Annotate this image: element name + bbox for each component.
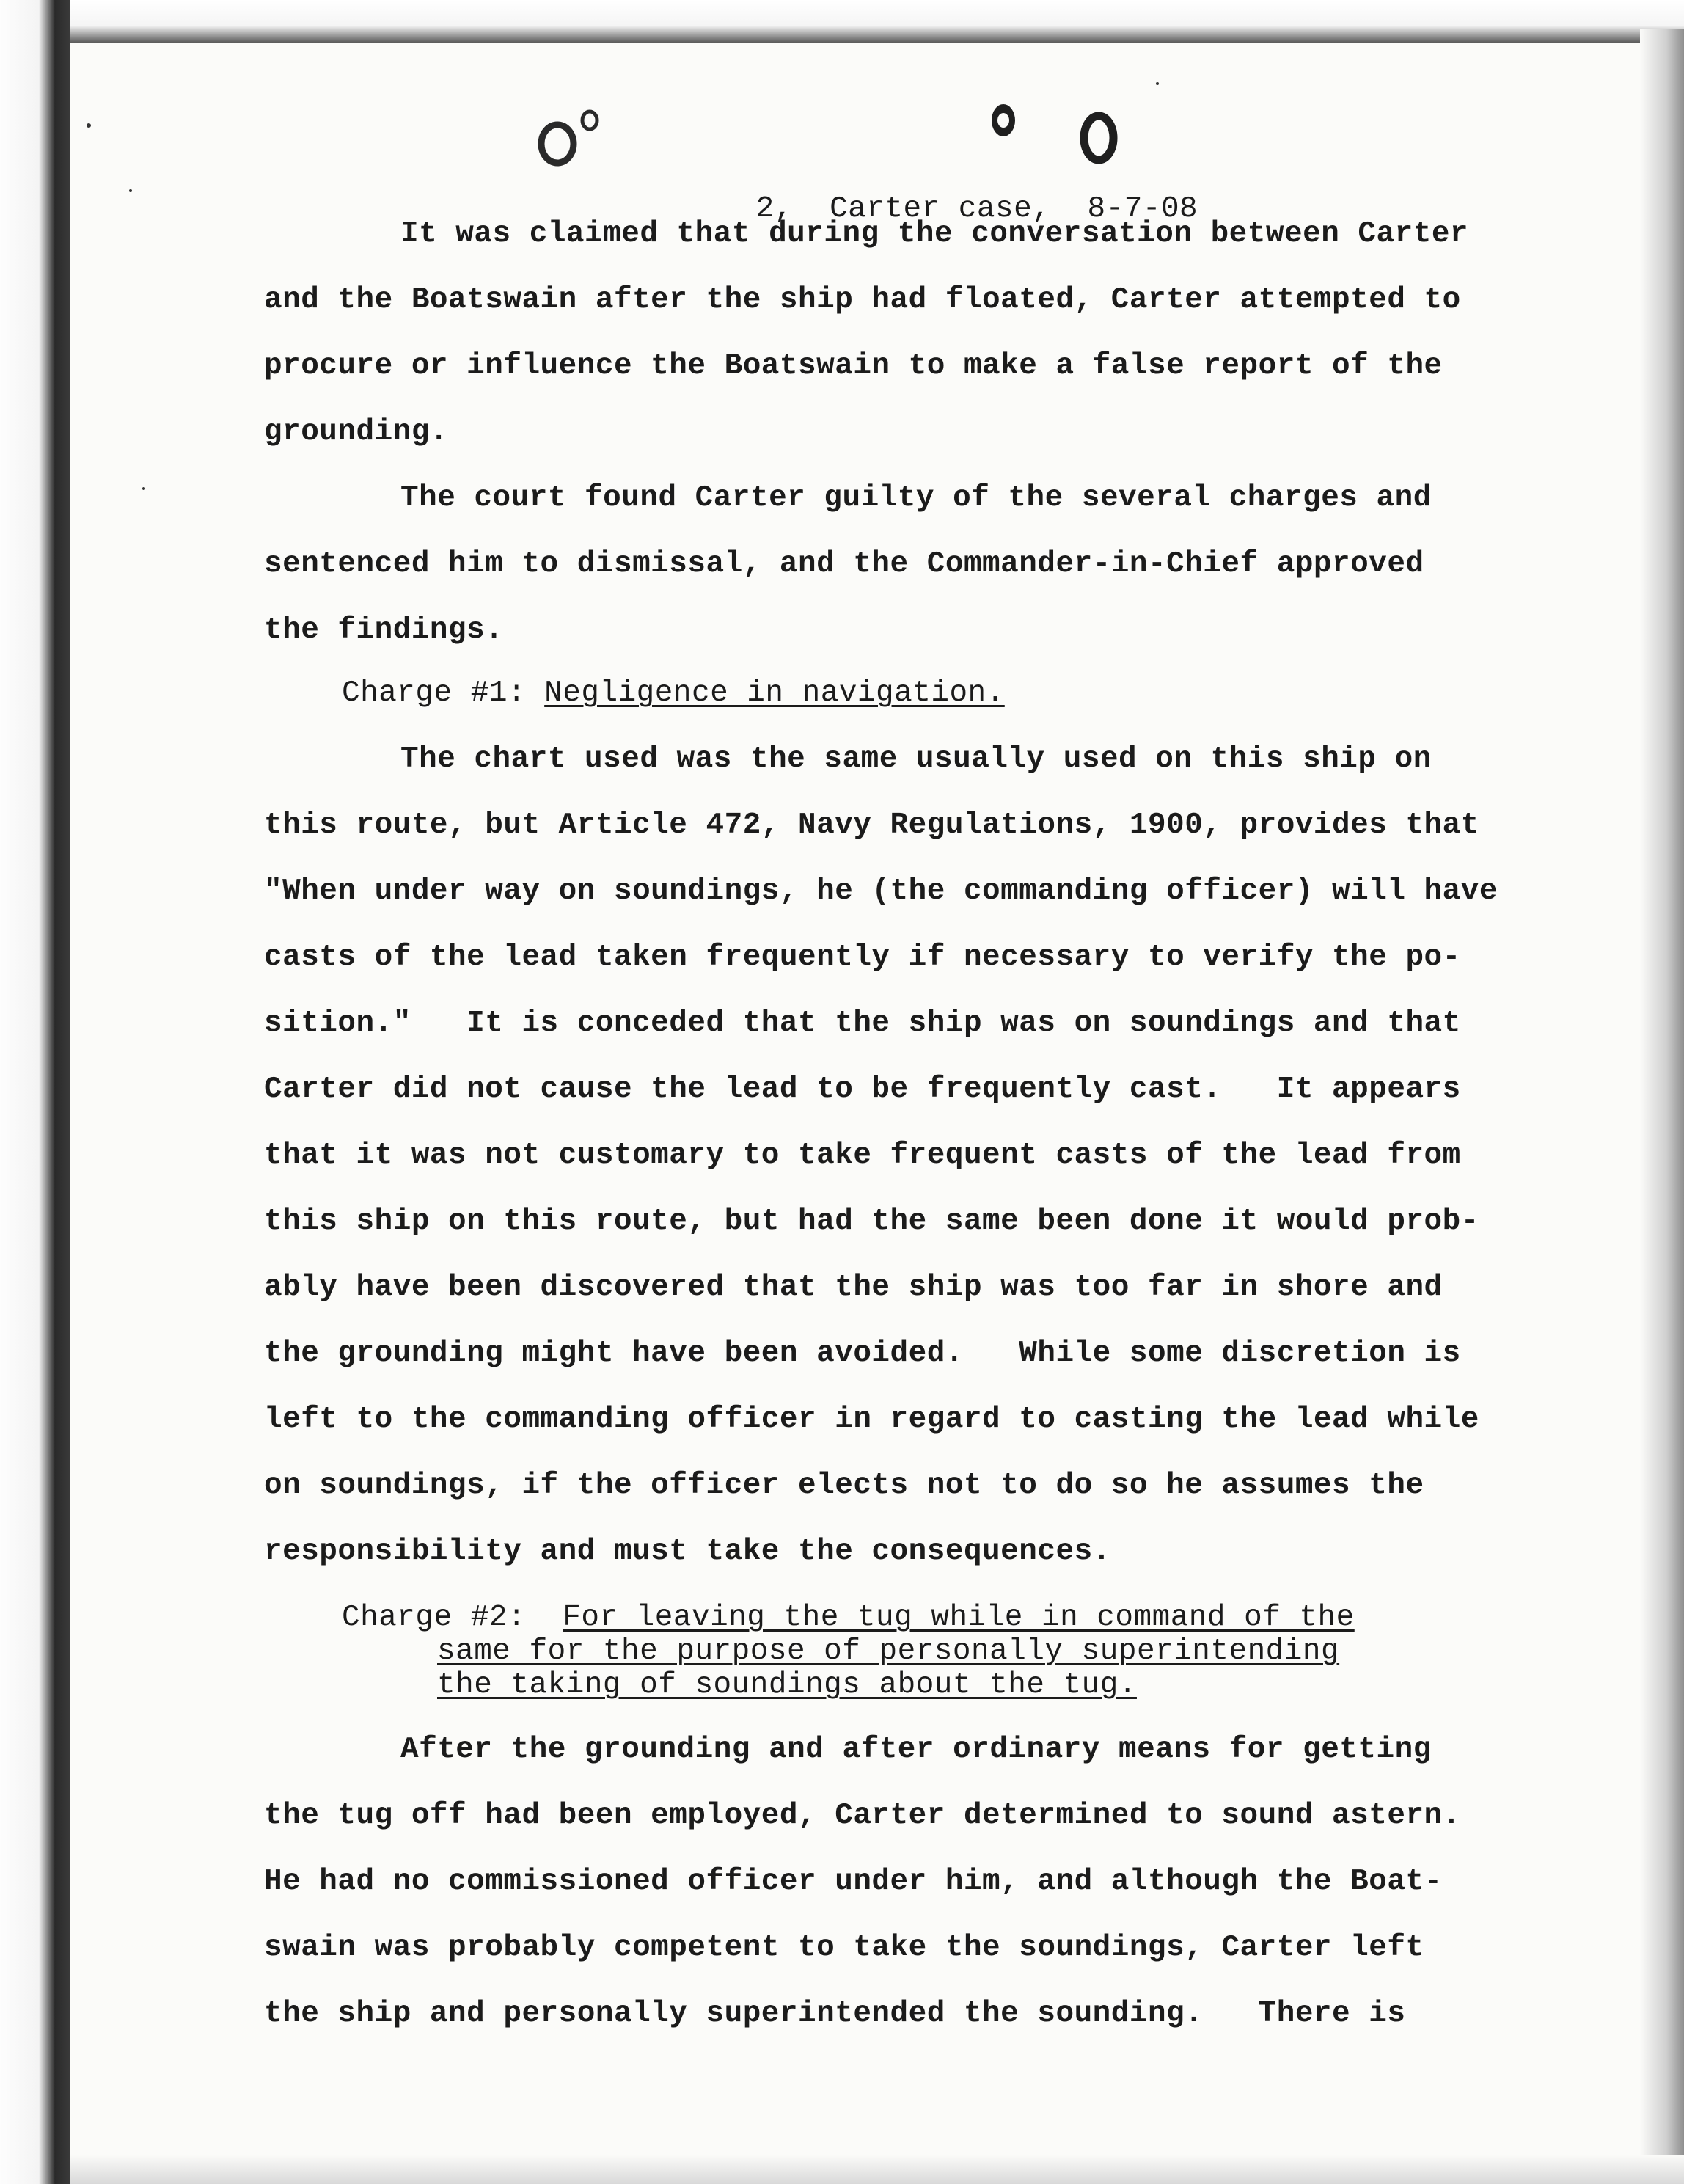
charge-2-title-line: same for the purpose of personally superintending (437, 1635, 1340, 1668)
scan-speck (1156, 82, 1159, 85)
header-date: 8-7-08 (1087, 192, 1198, 226)
text-line: ably have been discovered that the ship was too far in shore and (264, 1271, 1443, 1304)
text-line: left to the commanding officer in regard to casting the lead while (264, 1403, 1479, 1436)
charge-2-title-continued (437, 1633, 1339, 1670)
text-line: this route, but Article 472, Navy Regulations, 1900, provides that (264, 808, 1479, 842)
text-line: casts of the lead taken frequently if necessary to verify the po- (264, 941, 1461, 974)
text-line: the tug off had been employed, Carter determined to sound astern. (264, 1799, 1461, 1833)
charge-2-title-line: For leaving the tug while in command of the (563, 1601, 1355, 1635)
text-line: The court found Carter guilty of the several charges and (400, 481, 1432, 515)
case-name: Carter case, (830, 192, 1051, 226)
text-line: on soundings, if the officer elects not to do so he assumes the (264, 1469, 1424, 1502)
text-line: the findings. (264, 613, 504, 647)
charge-2-title-line: the taking of soundings about the tug. (437, 1668, 1137, 1702)
top-edge (70, 0, 1684, 43)
scan-speck (142, 487, 145, 490)
text-line: this ship on this route, but had the same been done it would prob- (264, 1205, 1479, 1238)
text-line: the ship and personally superintended the sounding. There is (264, 1997, 1406, 2031)
charge-1-heading (342, 675, 1005, 712)
text-line: Carter did not cause the lead to be frequently cast. It appears (264, 1073, 1461, 1106)
ink-mark-left (532, 103, 620, 169)
scan-speck (87, 123, 91, 128)
text-line: He had no commissioned officer under him, and although the Boat- (264, 1865, 1443, 1899)
charge-2-label: Charge #2: (342, 1601, 527, 1635)
bottom-edge (70, 2155, 1684, 2184)
page-number: 2, (755, 192, 793, 226)
text-line: the grounding might have been avoided. While some discretion is (264, 1337, 1461, 1370)
text-line: grounding. (264, 415, 449, 449)
text-line: sentenced him to dismissal, and the Commander-in-Chief approved (264, 547, 1424, 581)
text-line: responsibility and must take the consequences. (264, 1535, 1111, 1568)
charge-2-title-continued (437, 1667, 1137, 1703)
charge-2-heading (342, 1599, 1355, 1636)
text-line: swain was probably competent to take the soundings, Carter left (264, 1931, 1424, 1965)
text-line: The chart used was the same usually used on this ship on (400, 742, 1432, 776)
text-line: After the grounding and after ordinary means for getting (400, 1733, 1432, 1767)
text-line: and the Boatswain after the ship had floated, Carter attempted to (264, 283, 1461, 317)
text-line: that it was not customary to take frequent casts of the lead from (264, 1139, 1461, 1172)
text-line: sition." It is conceded that the ship was on soundings and that (264, 1007, 1461, 1040)
text-line: It was claimed that during the conversation between Carter (400, 217, 1469, 251)
charge-1-label: Charge #1: (342, 676, 527, 710)
charge-1-title: Negligence in navigation. (544, 676, 1005, 710)
binding-edge (0, 0, 70, 2184)
scan-speck (129, 189, 132, 192)
text-line: "When under way on soundings, he (the commanding officer) will have (264, 874, 1498, 908)
text-line: procure or influence the Boatswain to make a false report of the (264, 349, 1443, 383)
right-edge (1640, 29, 1684, 2184)
